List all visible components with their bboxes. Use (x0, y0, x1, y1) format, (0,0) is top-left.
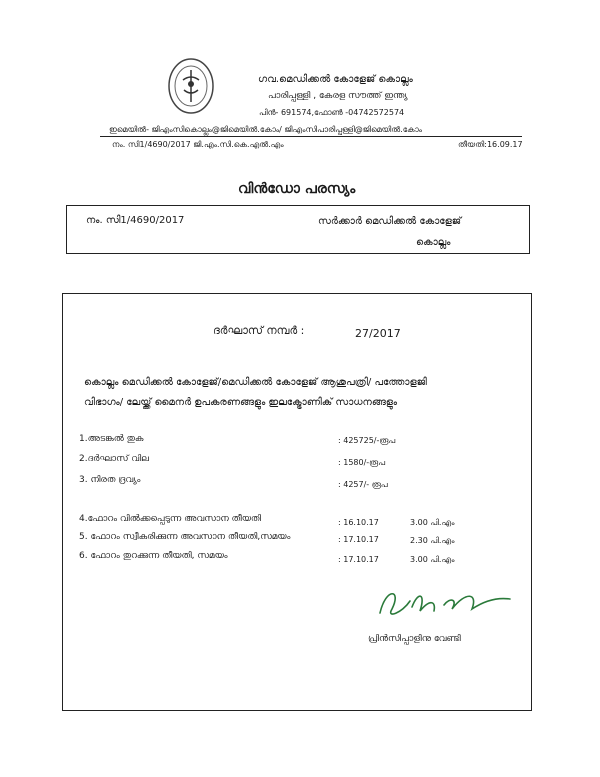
institution-address: പാരിപ്പള്ളി , കേരള സൗത്ത് ഇന്ത്യ (268, 91, 408, 101)
amount-label: 1.അടങ്കൽ തുക (79, 434, 144, 444)
schedule-label: 4.ഫോറം വിൽക്കപ്പെടുന്ന അവസാന തീയതി (79, 514, 262, 524)
institution-email: ഇമെയിൽ- ജിഎംസികൊല്ലം@ജിമെയിൽ.കോം/ ജിഎംസിപാരിപ്പള്ളി@ജിമെയിൽ.കോം (109, 125, 423, 134)
letter-date: തീയതി:16.09.17 (458, 140, 523, 149)
schedule-time: 2.30 പി.എം (410, 536, 455, 545)
office-name: സർക്കാർ മെഡിക്കൽ കോളേജ് (318, 216, 462, 227)
amount-value: : 4257/- രൂപ (338, 480, 388, 489)
schedule-time: 3.00 പി.എം (410, 518, 455, 527)
institution-name: ഗവ.മെഡിക്കൽ കോളേജ് കൊല്ലം (258, 74, 413, 85)
amount-value: : 1580/-രൂപ (338, 458, 386, 467)
amount-label: 2.ദർഘാസ് വില (79, 454, 149, 464)
letterhead-divider (100, 136, 522, 137)
signature-image (372, 583, 520, 623)
page-title: വിൻഡോ പരസ്യം (238, 181, 356, 197)
office-location: കൊല്ലം (416, 237, 451, 248)
tender-description-line2: വിഭാഗം/ ലേയ്ക്ക് മൈനർ ഉപകരണങ്ങളും ഇലക്ട്രോണിക് സാധനങ്ങളും (84, 397, 398, 408)
notice-ref: നം. സി1/4690/2017 (86, 215, 185, 226)
schedule-date: : 16.10.17 (338, 518, 379, 527)
schedule-label: 6. ഫോറം തുറക്കുന്ന തീയതി, സമയം (79, 551, 228, 561)
notice-reference-box (66, 205, 530, 254)
amount-label: 3. നിരത ദ്രവ്യം (79, 475, 141, 485)
schedule-date: : 17.10.17 (338, 555, 379, 564)
college-emblem-icon (166, 56, 216, 116)
amount-value: : 425725/-രൂപ (338, 436, 396, 445)
tender-number-value: 27/2017 (355, 327, 401, 340)
reference-number: നം. സി1/4690/2017 ജി.എം.സി.കെ.എൽ.എം (112, 140, 284, 149)
tender-number-label: ദർഘാസ് നമ്പർ : (213, 324, 305, 337)
schedule-date: : 17.10.17 (338, 535, 379, 544)
schedule-label: 5. ഫോറം സ്വീകരിക്കുന്ന അവസാന തീയതി,സമയം (79, 532, 291, 542)
tender-description-line1: കൊല്ലം മെഡിക്കൽ കോളേജ്/മെഡിക്കൽ കോളേജ് ആശുപത്രി/ പത്തോളജി (84, 377, 427, 388)
signatory-label: പ്രിൻസിപ്പാളിനു വേണ്ടി (368, 634, 461, 644)
institution-contact: പിൻ- 691574,ഫോൺ -04742572574 (259, 108, 405, 117)
tender-details-box (62, 293, 532, 711)
schedule-time: 3.00 പി.എം (410, 555, 455, 564)
